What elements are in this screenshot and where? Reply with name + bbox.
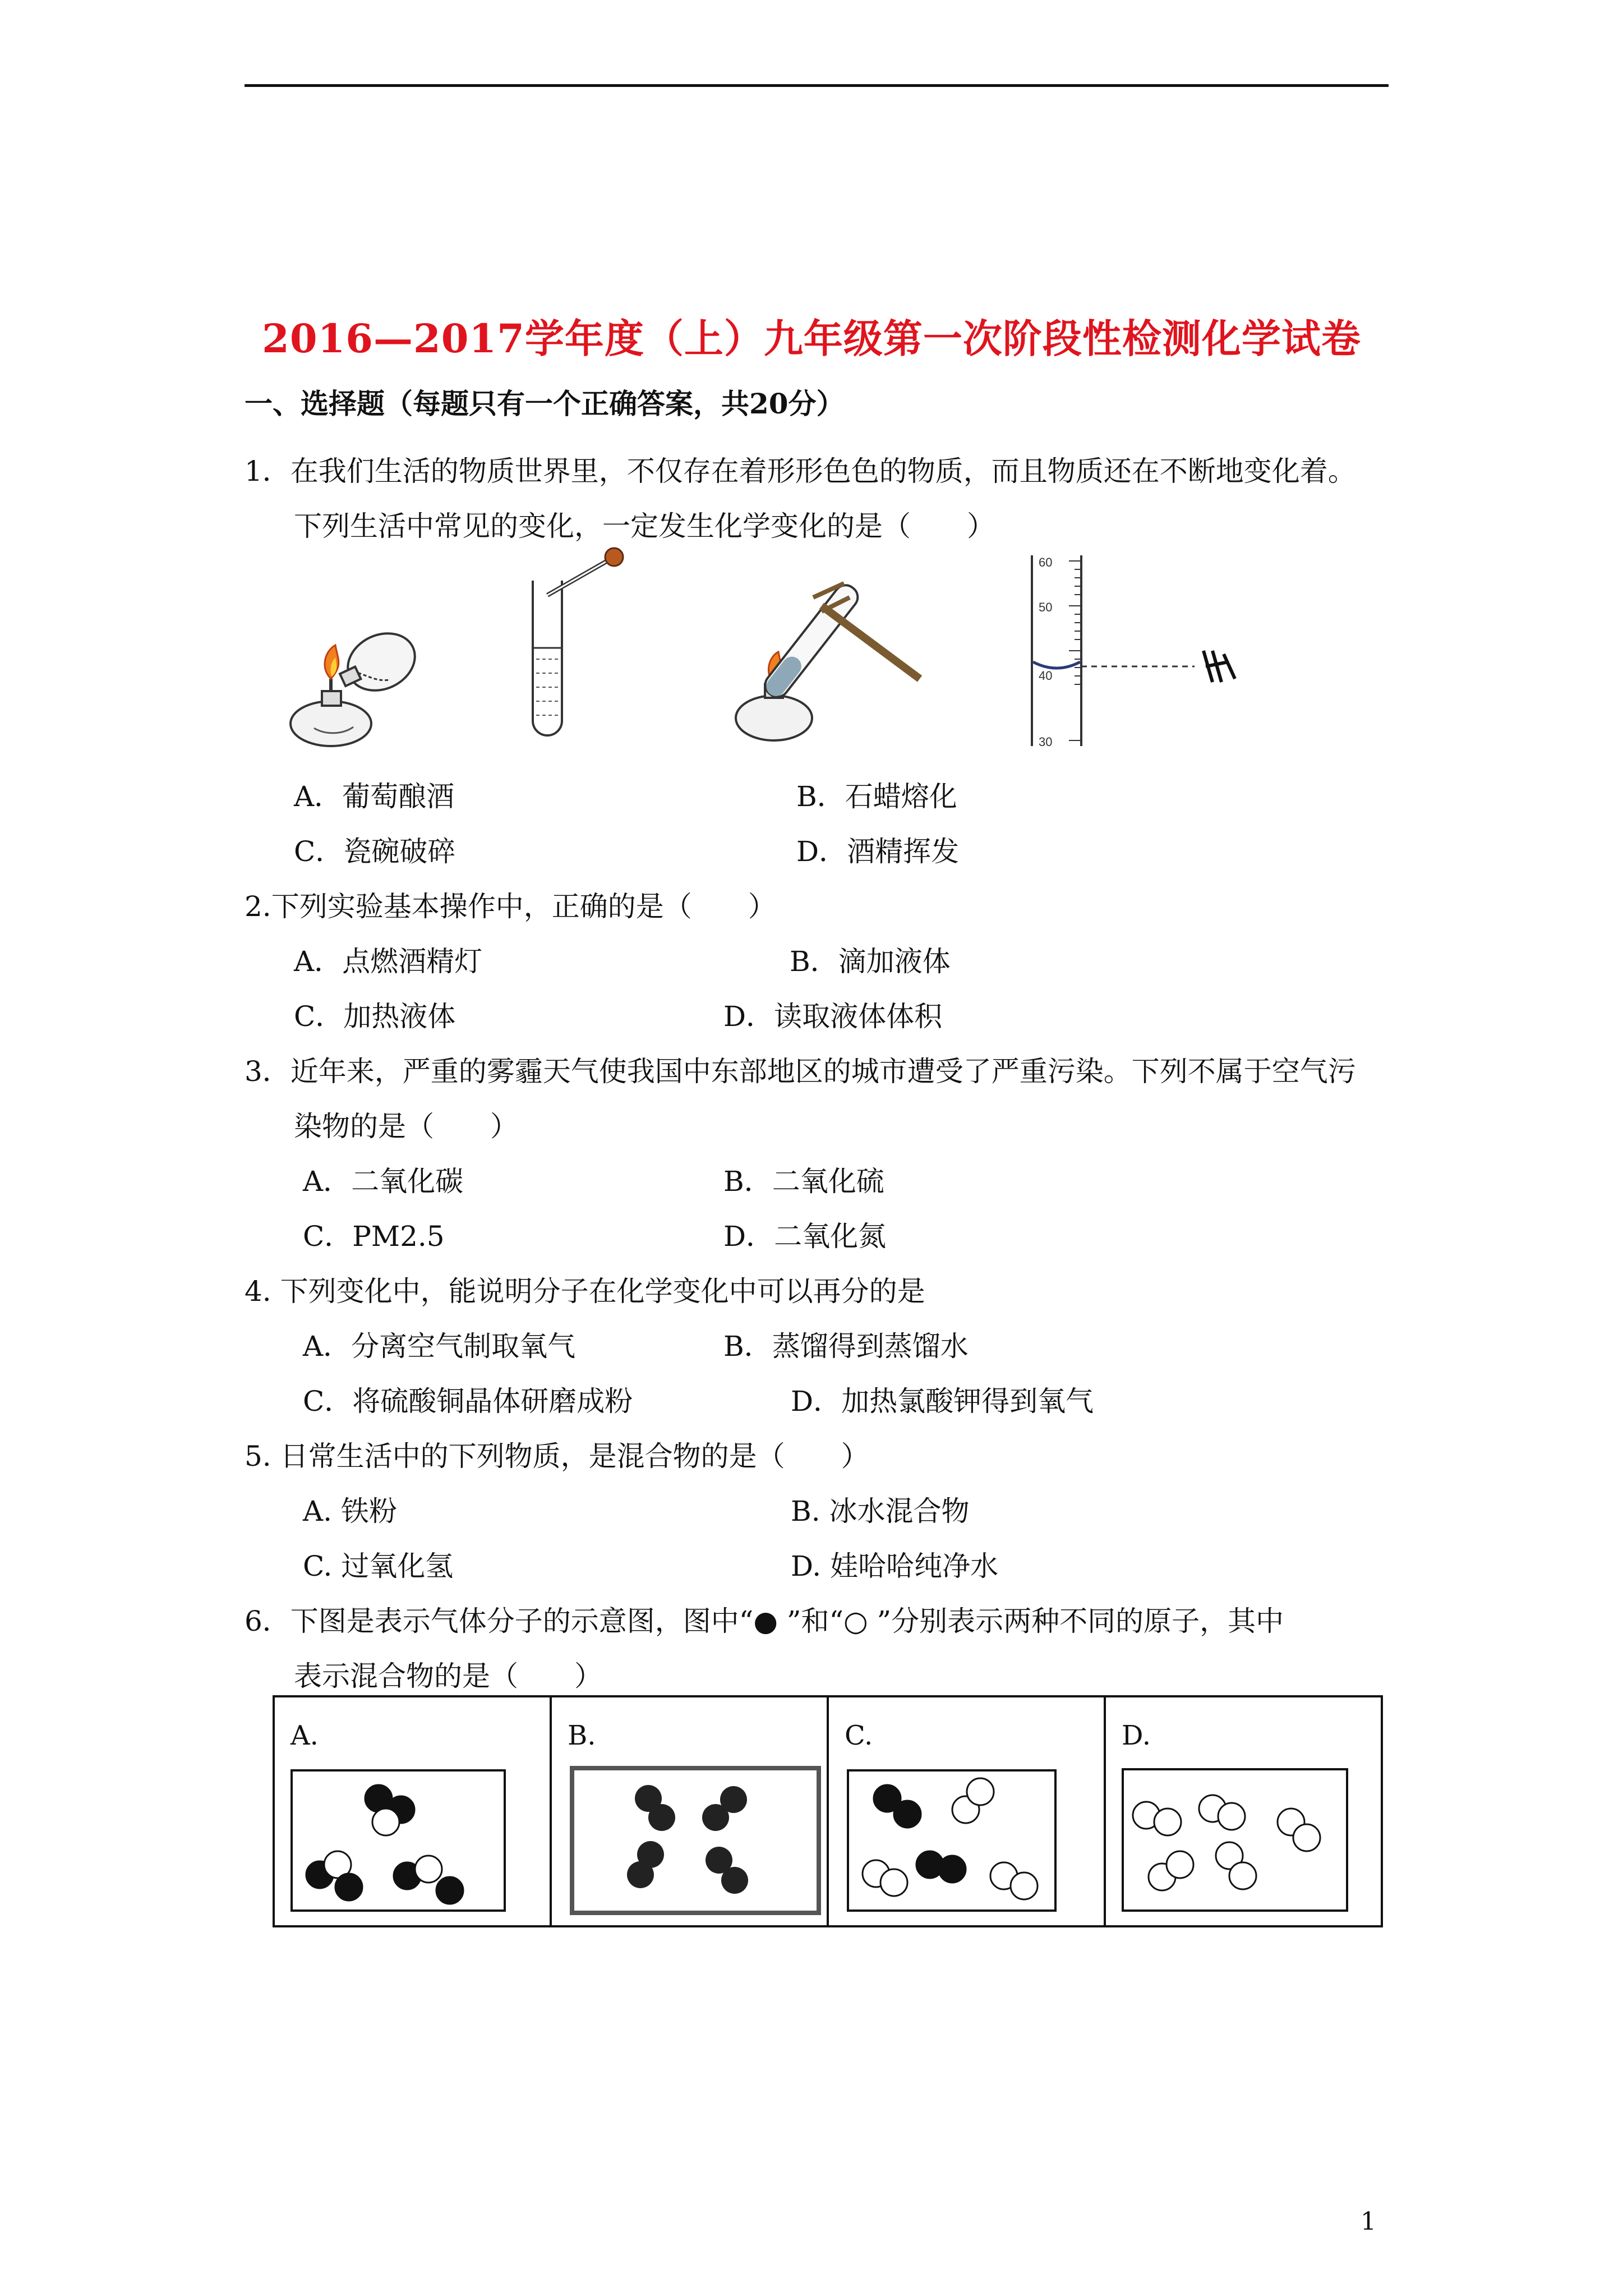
q1-option-c: C．瓷碗破碎 [294,835,456,868]
molecule-cell-d [1106,1697,1381,1925]
q3-stem-line2: 染物的是（ ） [294,1110,518,1143]
q1-option-b: B．石蜡熔化 [796,780,957,813]
q5-stem: 5. 日常生活中的下列物质，是混合物的是（ ） [245,1440,869,1473]
molecule-box-b [552,1697,843,1925]
q3-option-d: D．二氧化氮 [723,1220,887,1253]
graduated-cylinder-figure [1015,550,1251,752]
q6-stem-line2: 表示混合物的是（ ） [294,1660,602,1692]
page-number: 1 [1361,2207,1376,2236]
cylinder-tick-50: 50 [1039,600,1053,614]
q1-option-d: D．酒精挥发 [796,835,960,868]
q5-option-d: D. 娃哈哈纯净水 [791,1550,999,1582]
molecule-cell-b [552,1697,829,1925]
heating-liquid-figure [729,567,942,752]
q2-option-c: C．加热液体 [294,1000,456,1033]
molecule-box-d [1106,1697,1381,1925]
molecule-box-c [829,1697,1121,1925]
q5-option-c: C. 过氧化氢 [303,1550,454,1582]
q3-option-a: A．二氧化碳 [303,1165,464,1198]
cylinder-tick-40: 40 [1039,669,1053,683]
q2-option-a: A．点燃酒精灯 [294,945,483,978]
q3-option-c: C．PM2.5 [303,1220,445,1253]
molecule-cell-c [829,1697,1106,1925]
molecule-box-a [275,1697,527,1925]
q1-option-a: A．葡萄酿酒 [294,780,455,813]
dropper-test-tube-figure [516,547,628,749]
q2-option-d: D．读取液体体积 [723,1000,943,1033]
cell-label-a: A. [291,1720,319,1751]
exam-title: 2016—2017学年度（上）九年级第一次阶段性检测化学试卷 [262,315,1361,362]
molecule-cell-a [275,1697,552,1925]
header-rule [245,84,1389,87]
section-heading: 一、选择题（每题只有一个正确答案，共20分） [245,387,845,420]
q2-stem: 2.下列实验基本操作中，正确的是（ ） [245,890,776,923]
q4-option-a: A．分离空气制取氧气 [303,1330,576,1363]
cylinder-tick-30: 30 [1039,735,1053,749]
q1-stem-line2: 下列生活中常见的变化，一定发生化学变化的是（ ） [294,510,995,542]
q1-stem-line1: 1．在我们生活的物质世界里，不仅存在着形形色色的物质，而且物质还在不断地变化着。 [245,455,1356,487]
cylinder-tick-60: 60 [1039,555,1053,569]
q4-option-b: B．蒸馏得到蒸馏水 [723,1330,969,1363]
cell-label-b: B. [568,1720,596,1751]
lighting-alcohol-lamp-figure [280,595,426,752]
cell-label-c: C. [845,1720,873,1751]
q5-option-a: A. 铁粉 [303,1495,397,1527]
q4-option-c: C．将硫酸铜晶体研磨成粉 [303,1385,633,1418]
q4-stem: 4. 下列变化中，能说明分子在化学变化中可以再分的是 [245,1275,925,1308]
q5-option-b: B. 冰水混合物 [791,1495,970,1527]
cell-label-d: D. [1122,1720,1151,1751]
q4-option-d: D．加热氯酸钾得到氧气 [791,1385,1094,1418]
q2-option-b: B．滴加液体 [790,945,951,978]
q3-stem-line1: 3．近年来，严重的雾霾天气使我国中东部地区的城市遭受了严重污染。下列不属于空气污 [245,1055,1356,1088]
q3-option-b: B．二氧化硫 [723,1165,884,1198]
q6-stem-line1: 6．下图是表示气体分子的示意图，图中“● ”和“○ ”分别表示两种不同的原子，其中 [245,1605,1284,1637]
molecule-diagram-table [273,1695,1383,1927]
